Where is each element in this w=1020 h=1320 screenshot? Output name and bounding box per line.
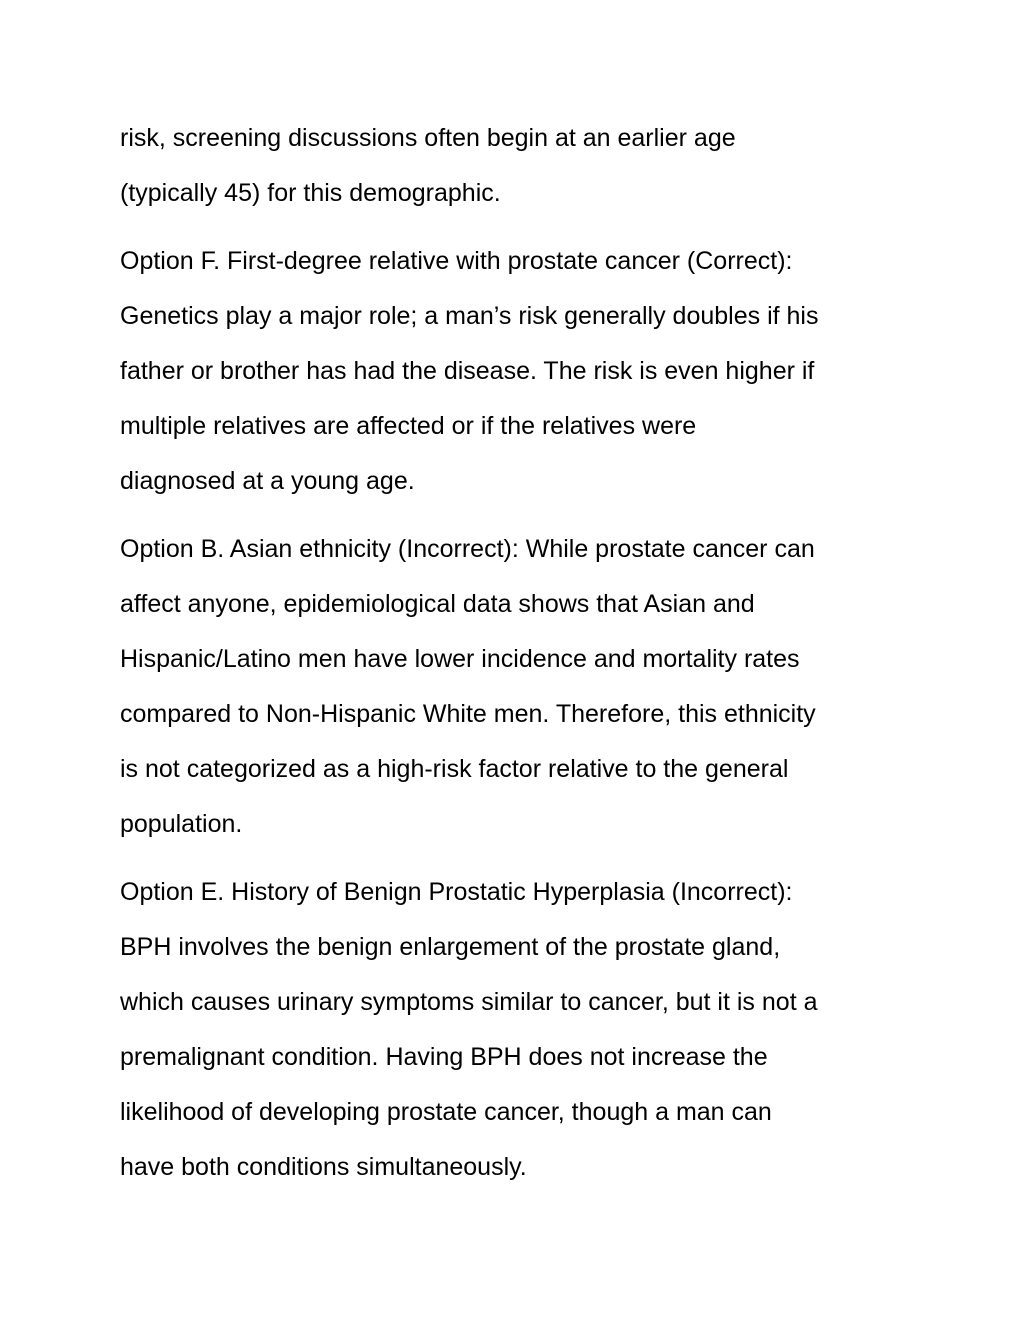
text-line: Option F. First-degree relative with prostate cancer (Correct): <box>120 247 793 275</box>
text-line: affect anyone, epidemiological data shows that Asian and <box>120 590 755 618</box>
text-line: multiple relatives are affected or if the relatives were <box>120 412 697 440</box>
text-line: which causes urinary symptoms similar to cancer, but it is not a <box>120 988 818 1016</box>
text-line: father or brother has had the disease. The risk is even higher if <box>120 357 815 385</box>
text-line: compared to Non-Hispanic White men. Therefore, this ethnicity <box>120 700 816 728</box>
paragraph-option-e <box>120 865 910 1195</box>
text-line: Hispanic/Latino men have lower incidence and mortality rates <box>120 645 800 673</box>
text-line: (typically 45) for this demographic. <box>120 179 501 207</box>
text-line: Option E. History of Benign Prostatic Hyperplasia (Incorrect): <box>120 878 793 906</box>
text-line: premalignant condition. Having BPH does not increase the <box>120 1043 768 1071</box>
text-line: is not categorized as a high-risk factor relative to the general <box>120 755 789 783</box>
text-line: Option B. Asian ethnicity (Incorrect): While prostate cancer can <box>120 535 815 563</box>
text-line: population. <box>120 810 243 838</box>
text-line: have both conditions simultaneously. <box>120 1153 527 1181</box>
text-line: BPH involves the benign enlargement of the prostate gland, <box>120 933 781 961</box>
text-line: likelihood of developing prostate cancer, though a man can <box>120 1098 772 1126</box>
paragraph-option-b <box>120 522 910 852</box>
document-body <box>120 111 910 1208</box>
text-line: risk, screening discussions often begin at an earlier age <box>120 124 736 152</box>
paragraph-screening-age <box>120 111 910 221</box>
text-line: Genetics play a major role; a man’s risk generally doubles if his <box>120 302 819 330</box>
paragraph-option-f <box>120 234 910 509</box>
text-line: diagnosed at a young age. <box>120 467 415 495</box>
